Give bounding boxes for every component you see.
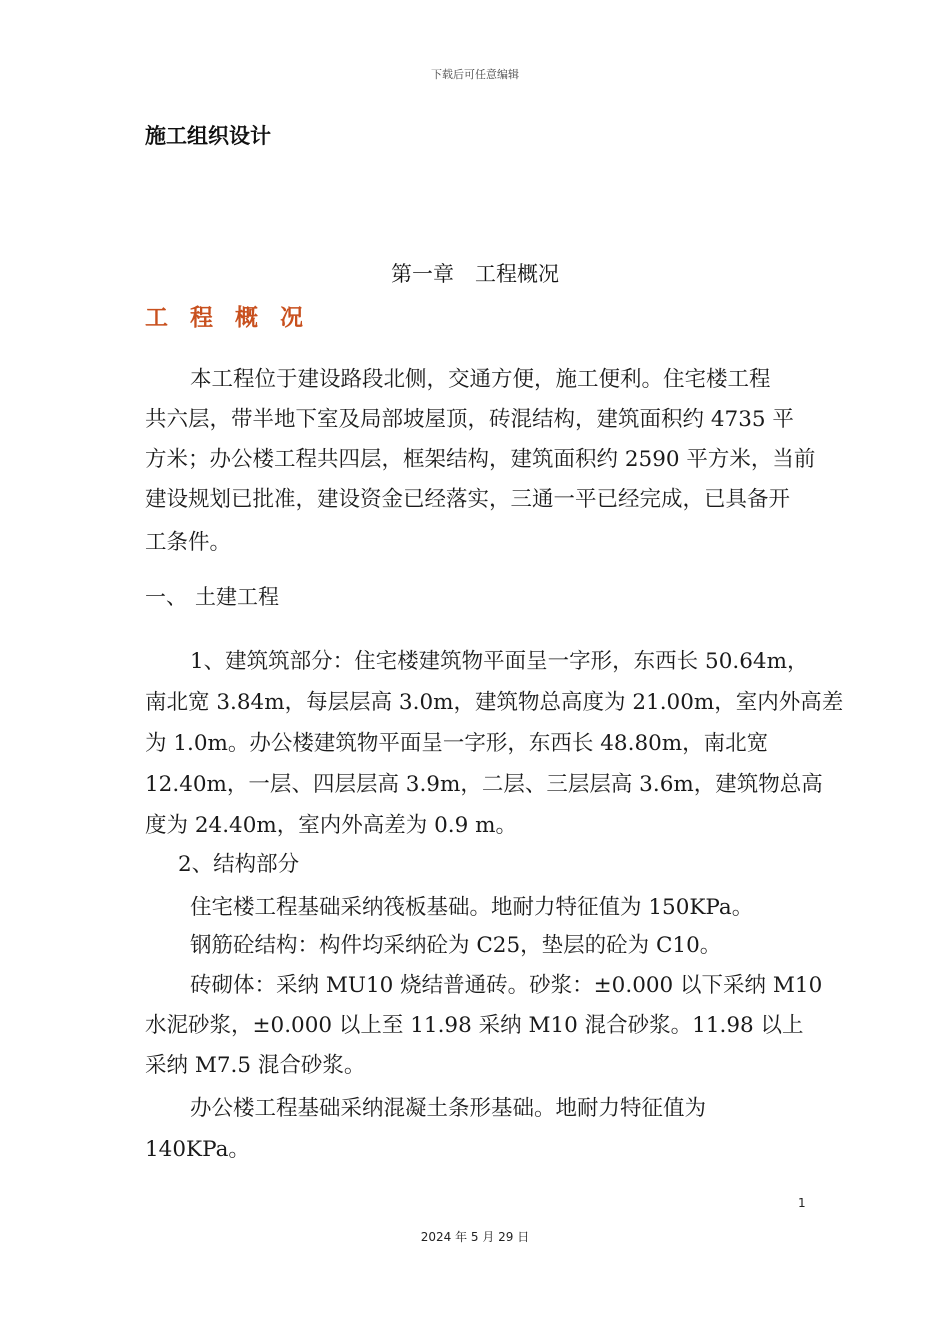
footer-date: 2024 年 5 月 29 日: [420, 1230, 530, 1244]
architecture-line: 为 1.0m。办公楼建筑物平面呈一字形，东西长 48.80m，南北宽: [145, 731, 769, 756]
architecture-line: 12.40m，一层、四层层高 3.9m，二层、三层层高 3.6m，建筑物总高: [145, 772, 823, 797]
overview-line: 建设规划已批准，建设资金已经落实，三通一平已经完成，已具备开: [145, 487, 791, 512]
masonry-line: 水泥砂浆，±0.000 以上至 11.98 采纳 M10 混合砂浆。11.98 以上: [145, 1013, 804, 1038]
overview-line: 工条件。: [145, 530, 232, 555]
masonry-line: 采纳 M7.5 混合砂浆。: [145, 1053, 366, 1078]
overview-line: 本工程位于建设路段北侧，交通方便，施工便利。住宅楼工程: [190, 367, 771, 392]
civil-works-title: 土建工程: [195, 585, 279, 609]
architecture-line: 南北宽 3.84m，每层层高 3.0m，建筑物总高度为 21.00m，室内外高差: [145, 690, 844, 715]
page-header-note: 下载后可任意编辑: [431, 68, 519, 81]
structure-heading: 2、结构部分: [178, 852, 300, 877]
page-number: 1: [798, 1196, 806, 1210]
office-foundation-line: 140KPa。: [145, 1137, 250, 1162]
overview-line: 共六层，带半地下室及局部坡屋顶，砖混结构，建筑面积约 4735 平: [145, 407, 794, 432]
architecture-line: 度为 24.40m，室内外高差为 0.9 m。: [145, 813, 518, 838]
office-foundation-line: 办公楼工程基础采纳混凝土条形基础。地耐力特征值为: [190, 1096, 707, 1121]
foundation-text: 住宅楼工程基础采纳筏板基础。地耐力特征值为 150KPa。: [190, 895, 754, 920]
chapter-heading: 第一章 工程概况: [391, 262, 559, 286]
civil-works-number: 一、: [145, 585, 187, 609]
document-title: 施工组织设计: [145, 124, 271, 148]
concrete-text: 钢筋砼结构：构件均采纳砼为 C25，垫层的砼为 C10。: [190, 933, 722, 958]
civil-works-heading: [145, 581, 279, 611]
overview-line: 方米；办公楼工程共四层，框架结构，建筑面积约 2590 平方米，当前: [145, 447, 816, 472]
architecture-line: 1、建筑筑部分：住宅楼建筑物平面呈一字形，东西长 50.64m，: [190, 649, 809, 674]
section-title: 工 程 概 况: [145, 305, 311, 331]
masonry-line: 砖砌体：采纳 MU10 烧结普通砖。砂浆：±0.000 以下采纳 M10: [190, 973, 823, 998]
